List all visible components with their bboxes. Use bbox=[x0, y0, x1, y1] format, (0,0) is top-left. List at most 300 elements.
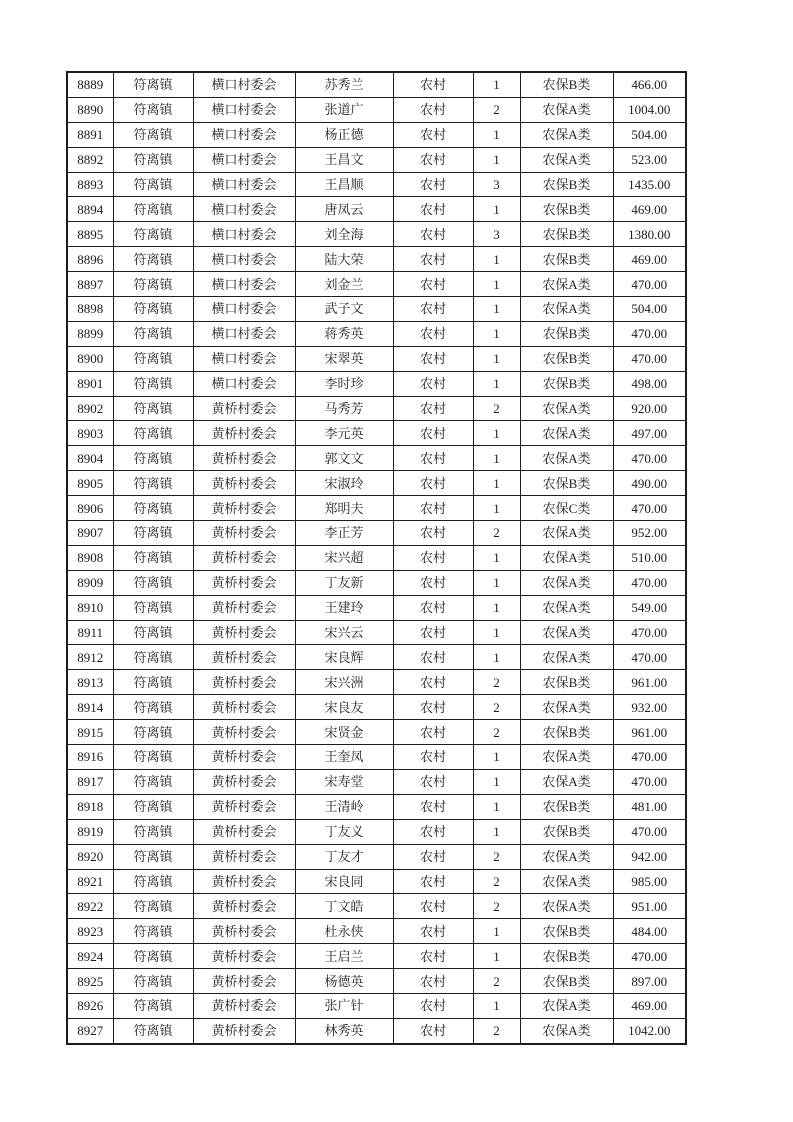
cell-village-committee: 黄桥村委会 bbox=[193, 720, 295, 745]
cell-person-count: 1 bbox=[473, 147, 520, 172]
cell-amount: 470.00 bbox=[613, 272, 686, 297]
cell-insurance-category: 农保A类 bbox=[520, 745, 613, 770]
table-row bbox=[67, 396, 686, 421]
cell-person-name: 杨正德 bbox=[295, 122, 393, 147]
cell-amount: 470.00 bbox=[613, 745, 686, 770]
table-row bbox=[67, 496, 686, 521]
cell-town: 符离镇 bbox=[113, 172, 193, 197]
cell-insurance-category: 农保B类 bbox=[520, 172, 613, 197]
cell-town: 符离镇 bbox=[113, 794, 193, 819]
cell-residence-type: 农村 bbox=[393, 321, 473, 346]
cell-person-name: 丁友义 bbox=[295, 819, 393, 844]
cell-insurance-category: 农保B类 bbox=[520, 919, 613, 944]
table-row bbox=[67, 247, 686, 272]
cell-town: 符离镇 bbox=[113, 769, 193, 794]
table-row bbox=[67, 521, 686, 546]
cell-residence-type: 农村 bbox=[393, 645, 473, 670]
cell-record-id: 8892 bbox=[67, 147, 113, 172]
cell-amount: 510.00 bbox=[613, 545, 686, 570]
cell-residence-type: 农村 bbox=[393, 222, 473, 247]
cell-village-committee: 横口村委会 bbox=[193, 197, 295, 222]
cell-person-name: 杨德英 bbox=[295, 969, 393, 994]
cell-residence-type: 农村 bbox=[393, 794, 473, 819]
cell-amount: 1004.00 bbox=[613, 97, 686, 122]
table-row bbox=[67, 944, 686, 969]
cell-town: 符离镇 bbox=[113, 993, 193, 1018]
cell-record-id: 8891 bbox=[67, 122, 113, 147]
cell-person-name: 刘金兰 bbox=[295, 272, 393, 297]
cell-record-id: 8918 bbox=[67, 794, 113, 819]
cell-record-id: 8911 bbox=[67, 620, 113, 645]
cell-village-committee: 横口村委会 bbox=[193, 222, 295, 247]
cell-record-id: 8925 bbox=[67, 969, 113, 994]
cell-person-name: 宋兴云 bbox=[295, 620, 393, 645]
cell-amount: 466.00 bbox=[613, 72, 686, 97]
cell-town: 符离镇 bbox=[113, 396, 193, 421]
cell-person-name: 宋寿堂 bbox=[295, 769, 393, 794]
cell-residence-type: 农村 bbox=[393, 97, 473, 122]
cell-insurance-category: 农保A类 bbox=[520, 97, 613, 122]
cell-person-name: 丁友新 bbox=[295, 570, 393, 595]
table-row bbox=[67, 645, 686, 670]
cell-amount: 484.00 bbox=[613, 919, 686, 944]
cell-residence-type: 农村 bbox=[393, 272, 473, 297]
table-row bbox=[67, 894, 686, 919]
cell-village-committee: 黄桥村委会 bbox=[193, 944, 295, 969]
cell-town: 符离镇 bbox=[113, 197, 193, 222]
cell-person-count: 1 bbox=[473, 794, 520, 819]
cell-person-count: 2 bbox=[473, 97, 520, 122]
cell-village-committee: 黄桥村委会 bbox=[193, 969, 295, 994]
cell-person-name: 苏秀兰 bbox=[295, 72, 393, 97]
cell-amount: 1380.00 bbox=[613, 222, 686, 247]
cell-residence-type: 农村 bbox=[393, 371, 473, 396]
table-row bbox=[67, 272, 686, 297]
cell-village-committee: 横口村委会 bbox=[193, 172, 295, 197]
cell-village-committee: 横口村委会 bbox=[193, 72, 295, 97]
cell-person-count: 1 bbox=[473, 595, 520, 620]
cell-record-id: 8912 bbox=[67, 645, 113, 670]
cell-person-count: 2 bbox=[473, 869, 520, 894]
cell-insurance-category: 农保B类 bbox=[520, 371, 613, 396]
table-row bbox=[67, 720, 686, 745]
cell-person-name: 王奎凤 bbox=[295, 745, 393, 770]
cell-person-count: 3 bbox=[473, 172, 520, 197]
cell-person-name: 宋兴超 bbox=[295, 545, 393, 570]
cell-town: 符离镇 bbox=[113, 247, 193, 272]
cell-record-id: 8909 bbox=[67, 570, 113, 595]
cell-residence-type: 农村 bbox=[393, 745, 473, 770]
cell-person-count: 2 bbox=[473, 695, 520, 720]
cell-record-id: 8899 bbox=[67, 321, 113, 346]
table-row bbox=[67, 421, 686, 446]
cell-town: 符离镇 bbox=[113, 869, 193, 894]
cell-town: 符离镇 bbox=[113, 496, 193, 521]
table-body bbox=[67, 72, 686, 1044]
cell-person-name: 宋贤金 bbox=[295, 720, 393, 745]
table-row bbox=[67, 297, 686, 322]
cell-record-id: 8894 bbox=[67, 197, 113, 222]
cell-record-id: 8924 bbox=[67, 944, 113, 969]
cell-town: 符离镇 bbox=[113, 620, 193, 645]
cell-residence-type: 农村 bbox=[393, 595, 473, 620]
table-row bbox=[67, 819, 686, 844]
cell-person-name: 李元英 bbox=[295, 421, 393, 446]
cell-person-count: 2 bbox=[473, 969, 520, 994]
cell-person-count: 1 bbox=[473, 421, 520, 446]
cell-village-committee: 横口村委会 bbox=[193, 122, 295, 147]
cell-amount: 470.00 bbox=[613, 620, 686, 645]
cell-record-id: 8910 bbox=[67, 595, 113, 620]
cell-village-committee: 横口村委会 bbox=[193, 97, 295, 122]
table-row bbox=[67, 1018, 686, 1043]
cell-village-committee: 黄桥村委会 bbox=[193, 819, 295, 844]
cell-person-name: 宋兴洲 bbox=[295, 670, 393, 695]
cell-insurance-category: 农保A类 bbox=[520, 695, 613, 720]
cell-record-id: 8900 bbox=[67, 346, 113, 371]
cell-person-count: 2 bbox=[473, 396, 520, 421]
table-row bbox=[67, 670, 686, 695]
cell-village-committee: 黄桥村委会 bbox=[193, 844, 295, 869]
cell-person-count: 1 bbox=[473, 769, 520, 794]
cell-record-id: 8917 bbox=[67, 769, 113, 794]
cell-person-count: 1 bbox=[473, 272, 520, 297]
cell-amount: 470.00 bbox=[613, 446, 686, 471]
cell-amount: 470.00 bbox=[613, 645, 686, 670]
cell-record-id: 8914 bbox=[67, 695, 113, 720]
table-row bbox=[67, 321, 686, 346]
cell-person-count: 2 bbox=[473, 670, 520, 695]
cell-amount: 897.00 bbox=[613, 969, 686, 994]
cell-record-id: 8901 bbox=[67, 371, 113, 396]
cell-residence-type: 农村 bbox=[393, 471, 473, 496]
cell-town: 符离镇 bbox=[113, 446, 193, 471]
cell-amount: 985.00 bbox=[613, 869, 686, 894]
cell-amount: 951.00 bbox=[613, 894, 686, 919]
cell-person-count: 2 bbox=[473, 521, 520, 546]
cell-person-name: 蒋秀英 bbox=[295, 321, 393, 346]
cell-amount: 1042.00 bbox=[613, 1018, 686, 1043]
cell-insurance-category: 农保B类 bbox=[520, 197, 613, 222]
cell-record-id: 8920 bbox=[67, 844, 113, 869]
cell-town: 符离镇 bbox=[113, 844, 193, 869]
table-row bbox=[67, 745, 686, 770]
cell-town: 符离镇 bbox=[113, 222, 193, 247]
cell-insurance-category: 农保A类 bbox=[520, 869, 613, 894]
cell-insurance-category: 农保A类 bbox=[520, 421, 613, 446]
table-row bbox=[67, 346, 686, 371]
cell-amount: 470.00 bbox=[613, 321, 686, 346]
cell-person-count: 1 bbox=[473, 371, 520, 396]
cell-residence-type: 农村 bbox=[393, 346, 473, 371]
cell-record-id: 8905 bbox=[67, 471, 113, 496]
cell-person-name: 张广针 bbox=[295, 993, 393, 1018]
cell-record-id: 8923 bbox=[67, 919, 113, 944]
cell-insurance-category: 农保A类 bbox=[520, 1018, 613, 1043]
cell-record-id: 8898 bbox=[67, 297, 113, 322]
cell-town: 符离镇 bbox=[113, 595, 193, 620]
cell-insurance-category: 农保A类 bbox=[520, 396, 613, 421]
cell-residence-type: 农村 bbox=[393, 894, 473, 919]
cell-person-count: 1 bbox=[473, 247, 520, 272]
cell-amount: 470.00 bbox=[613, 496, 686, 521]
cell-person-name: 刘全海 bbox=[295, 222, 393, 247]
cell-insurance-category: 农保A类 bbox=[520, 122, 613, 147]
cell-person-count: 1 bbox=[473, 122, 520, 147]
table-row bbox=[67, 695, 686, 720]
cell-village-committee: 横口村委会 bbox=[193, 297, 295, 322]
cell-person-name: 郑明夫 bbox=[295, 496, 393, 521]
cell-person-count: 1 bbox=[473, 819, 520, 844]
cell-insurance-category: 农保B类 bbox=[520, 819, 613, 844]
cell-village-committee: 黄桥村委会 bbox=[193, 695, 295, 720]
cell-town: 符离镇 bbox=[113, 645, 193, 670]
cell-insurance-category: 农保A类 bbox=[520, 645, 613, 670]
table-row bbox=[67, 595, 686, 620]
cell-insurance-category: 农保A类 bbox=[520, 993, 613, 1018]
cell-person-count: 1 bbox=[473, 72, 520, 97]
table-row bbox=[67, 122, 686, 147]
cell-insurance-category: 农保A类 bbox=[520, 272, 613, 297]
cell-amount: 497.00 bbox=[613, 421, 686, 446]
cell-amount: 470.00 bbox=[613, 819, 686, 844]
cell-village-committee: 黄桥村委会 bbox=[193, 421, 295, 446]
cell-person-name: 王启兰 bbox=[295, 944, 393, 969]
cell-person-name: 王昌文 bbox=[295, 147, 393, 172]
cell-town: 符离镇 bbox=[113, 272, 193, 297]
table-row bbox=[67, 844, 686, 869]
cell-residence-type: 农村 bbox=[393, 496, 473, 521]
cell-insurance-category: 农保A类 bbox=[520, 446, 613, 471]
cell-person-count: 1 bbox=[473, 197, 520, 222]
cell-record-id: 8926 bbox=[67, 993, 113, 1018]
cell-town: 符离镇 bbox=[113, 1018, 193, 1043]
cell-amount: 961.00 bbox=[613, 720, 686, 745]
cell-village-committee: 黄桥村委会 bbox=[193, 570, 295, 595]
cell-village-committee: 黄桥村委会 bbox=[193, 471, 295, 496]
cell-residence-type: 农村 bbox=[393, 197, 473, 222]
cell-town: 符离镇 bbox=[113, 371, 193, 396]
cell-amount: 469.00 bbox=[613, 197, 686, 222]
cell-record-id: 8902 bbox=[67, 396, 113, 421]
cell-town: 符离镇 bbox=[113, 421, 193, 446]
table-row bbox=[67, 794, 686, 819]
cell-residence-type: 农村 bbox=[393, 72, 473, 97]
cell-record-id: 8903 bbox=[67, 421, 113, 446]
cell-town: 符离镇 bbox=[113, 346, 193, 371]
table-row bbox=[67, 545, 686, 570]
cell-person-name: 武子文 bbox=[295, 297, 393, 322]
cell-person-name: 丁文皓 bbox=[295, 894, 393, 919]
cell-village-committee: 黄桥村委会 bbox=[193, 396, 295, 421]
cell-residence-type: 农村 bbox=[393, 670, 473, 695]
cell-amount: 920.00 bbox=[613, 396, 686, 421]
cell-insurance-category: 农保A类 bbox=[520, 147, 613, 172]
cell-town: 符离镇 bbox=[113, 321, 193, 346]
cell-residence-type: 农村 bbox=[393, 869, 473, 894]
cell-amount: 470.00 bbox=[613, 944, 686, 969]
cell-village-committee: 黄桥村委会 bbox=[193, 446, 295, 471]
cell-residence-type: 农村 bbox=[393, 421, 473, 446]
cell-amount: 952.00 bbox=[613, 521, 686, 546]
cell-residence-type: 农村 bbox=[393, 844, 473, 869]
cell-amount: 481.00 bbox=[613, 794, 686, 819]
cell-record-id: 8907 bbox=[67, 521, 113, 546]
cell-insurance-category: 农保A类 bbox=[520, 769, 613, 794]
cell-record-id: 8922 bbox=[67, 894, 113, 919]
cell-amount: 932.00 bbox=[613, 695, 686, 720]
cell-insurance-category: 农保A类 bbox=[520, 595, 613, 620]
cell-insurance-category: 农保B类 bbox=[520, 247, 613, 272]
cell-amount: 504.00 bbox=[613, 122, 686, 147]
cell-person-count: 1 bbox=[473, 620, 520, 645]
cell-residence-type: 农村 bbox=[393, 396, 473, 421]
cell-record-id: 8908 bbox=[67, 545, 113, 570]
cell-residence-type: 农村 bbox=[393, 695, 473, 720]
cell-village-committee: 黄桥村委会 bbox=[193, 993, 295, 1018]
cell-record-id: 8927 bbox=[67, 1018, 113, 1043]
cell-residence-type: 农村 bbox=[393, 297, 473, 322]
cell-person-count: 1 bbox=[473, 745, 520, 770]
cell-village-committee: 黄桥村委会 bbox=[193, 496, 295, 521]
cell-town: 符离镇 bbox=[113, 72, 193, 97]
cell-town: 符离镇 bbox=[113, 570, 193, 595]
cell-person-count: 2 bbox=[473, 894, 520, 919]
cell-town: 符离镇 bbox=[113, 894, 193, 919]
cell-person-name: 马秀芳 bbox=[295, 396, 393, 421]
cell-person-count: 1 bbox=[473, 297, 520, 322]
cell-village-committee: 黄桥村委会 bbox=[193, 745, 295, 770]
cell-person-name: 宋良友 bbox=[295, 695, 393, 720]
cell-person-count: 2 bbox=[473, 1018, 520, 1043]
cell-person-name: 杜永侠 bbox=[295, 919, 393, 944]
cell-residence-type: 农村 bbox=[393, 122, 473, 147]
cell-town: 符离镇 bbox=[113, 720, 193, 745]
cell-insurance-category: 农保A类 bbox=[520, 894, 613, 919]
cell-amount: 469.00 bbox=[613, 247, 686, 272]
cell-insurance-category: 农保B类 bbox=[520, 471, 613, 496]
cell-person-count: 1 bbox=[473, 545, 520, 570]
cell-insurance-category: 农保B类 bbox=[520, 321, 613, 346]
cell-town: 符离镇 bbox=[113, 819, 193, 844]
cell-residence-type: 农村 bbox=[393, 993, 473, 1018]
cell-record-id: 8916 bbox=[67, 745, 113, 770]
table-row bbox=[67, 620, 686, 645]
table-row bbox=[67, 969, 686, 994]
cell-record-id: 8893 bbox=[67, 172, 113, 197]
cell-amount: 504.00 bbox=[613, 297, 686, 322]
cell-person-name: 丁友才 bbox=[295, 844, 393, 869]
cell-person-count: 1 bbox=[473, 993, 520, 1018]
cell-insurance-category: 农保B类 bbox=[520, 72, 613, 97]
cell-village-committee: 黄桥村委会 bbox=[193, 545, 295, 570]
cell-person-count: 2 bbox=[473, 844, 520, 869]
table-row bbox=[67, 869, 686, 894]
cell-person-name: 李正芳 bbox=[295, 521, 393, 546]
table-row bbox=[67, 72, 686, 97]
cell-town: 符离镇 bbox=[113, 944, 193, 969]
cell-residence-type: 农村 bbox=[393, 969, 473, 994]
cell-insurance-category: 农保B类 bbox=[520, 720, 613, 745]
cell-residence-type: 农村 bbox=[393, 446, 473, 471]
cell-insurance-category: 农保A类 bbox=[520, 297, 613, 322]
cell-residence-type: 农村 bbox=[393, 720, 473, 745]
cell-village-committee: 横口村委会 bbox=[193, 272, 295, 297]
table-row bbox=[67, 371, 686, 396]
cell-insurance-category: 农保B类 bbox=[520, 346, 613, 371]
cell-town: 符离镇 bbox=[113, 297, 193, 322]
table-row bbox=[67, 197, 686, 222]
cell-village-committee: 黄桥村委会 bbox=[193, 670, 295, 695]
cell-amount: 549.00 bbox=[613, 595, 686, 620]
table-row bbox=[67, 919, 686, 944]
table-row bbox=[67, 147, 686, 172]
table-row bbox=[67, 97, 686, 122]
cell-town: 符离镇 bbox=[113, 122, 193, 147]
table-row bbox=[67, 172, 686, 197]
cell-record-id: 8919 bbox=[67, 819, 113, 844]
cell-person-name: 林秀英 bbox=[295, 1018, 393, 1043]
cell-person-count: 1 bbox=[473, 321, 520, 346]
cell-amount: 470.00 bbox=[613, 346, 686, 371]
cell-town: 符离镇 bbox=[113, 670, 193, 695]
cell-insurance-category: 农保B类 bbox=[520, 222, 613, 247]
cell-person-name: 宋淑玲 bbox=[295, 471, 393, 496]
table-row bbox=[67, 222, 686, 247]
cell-village-committee: 黄桥村委会 bbox=[193, 645, 295, 670]
cell-insurance-category: 农保B类 bbox=[520, 969, 613, 994]
cell-village-committee: 横口村委会 bbox=[193, 371, 295, 396]
cell-amount: 470.00 bbox=[613, 769, 686, 794]
cell-person-count: 3 bbox=[473, 222, 520, 247]
cell-person-name: 郭文文 bbox=[295, 446, 393, 471]
cell-village-committee: 黄桥村委会 bbox=[193, 620, 295, 645]
cell-insurance-category: 农保A类 bbox=[520, 545, 613, 570]
table-row bbox=[67, 769, 686, 794]
cell-record-id: 8921 bbox=[67, 869, 113, 894]
cell-amount: 470.00 bbox=[613, 570, 686, 595]
cell-residence-type: 农村 bbox=[393, 819, 473, 844]
cell-town: 符离镇 bbox=[113, 147, 193, 172]
cell-residence-type: 农村 bbox=[393, 919, 473, 944]
table-row bbox=[67, 446, 686, 471]
cell-amount: 490.00 bbox=[613, 471, 686, 496]
cell-village-committee: 黄桥村委会 bbox=[193, 869, 295, 894]
cell-amount: 469.00 bbox=[613, 993, 686, 1018]
cell-record-id: 8906 bbox=[67, 496, 113, 521]
cell-person-count: 1 bbox=[473, 944, 520, 969]
cell-insurance-category: 农保B类 bbox=[520, 794, 613, 819]
cell-record-id: 8897 bbox=[67, 272, 113, 297]
table-row bbox=[67, 993, 686, 1018]
cell-insurance-category: 农保B类 bbox=[520, 944, 613, 969]
table-row bbox=[67, 471, 686, 496]
cell-person-count: 1 bbox=[473, 446, 520, 471]
cell-record-id: 8896 bbox=[67, 247, 113, 272]
cell-person-name: 王清岭 bbox=[295, 794, 393, 819]
cell-record-id: 8890 bbox=[67, 97, 113, 122]
cell-person-count: 1 bbox=[473, 471, 520, 496]
cell-village-committee: 黄桥村委会 bbox=[193, 595, 295, 620]
cell-insurance-category: 农保B类 bbox=[520, 670, 613, 695]
cell-village-committee: 黄桥村委会 bbox=[193, 769, 295, 794]
cell-residence-type: 农村 bbox=[393, 1018, 473, 1043]
cell-village-committee: 黄桥村委会 bbox=[193, 919, 295, 944]
cell-town: 符离镇 bbox=[113, 545, 193, 570]
cell-person-name: 唐凤云 bbox=[295, 197, 393, 222]
cell-town: 符离镇 bbox=[113, 745, 193, 770]
cell-residence-type: 农村 bbox=[393, 769, 473, 794]
